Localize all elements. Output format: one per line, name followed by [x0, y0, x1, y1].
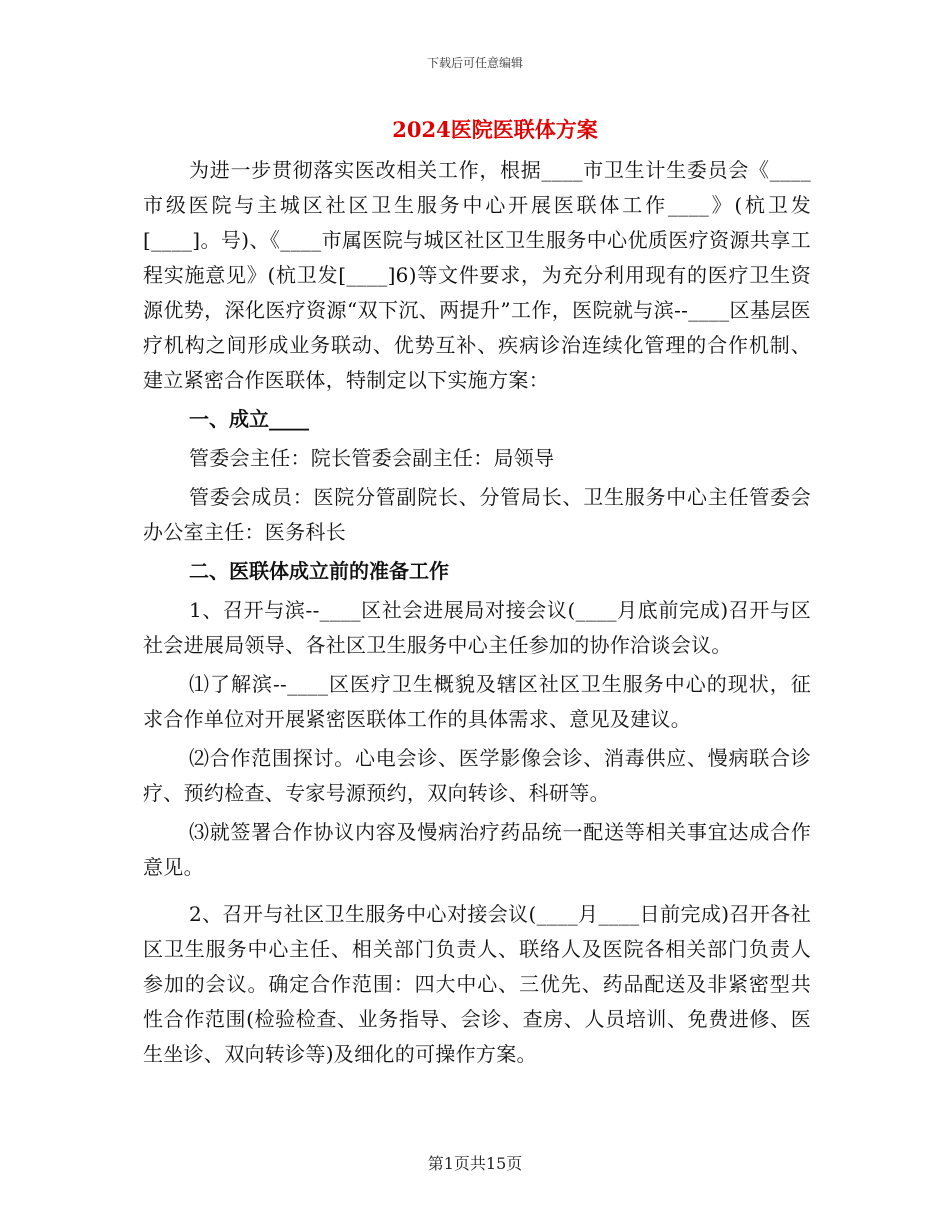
item-1-paragraph: 1、召开与滨--____区社会进展局对接会议(____月底前完成)召开与区社会进展局领导、各社区卫生服务中心主任参加的协作洽谈会议。 [143, 598, 811, 657]
page-number-footer: 第1页共15页 [427, 1154, 523, 1173]
section-heading-1: 一、成立____ [189, 407, 309, 431]
document-title: 2024医院医联体方案 [392, 117, 598, 142]
item-1-sub-3-paragraph: ⑶就签署合作协议内容及慢病治疗药品统一配送等相关事宜达成合作意见。 [143, 820, 811, 879]
item-1-sub-2-paragraph: ⑵合作范围探讨。心电会诊、医学影像会诊、消毒供应、慢病联合诊疗、预约检查、专家号源预约，双向转诊、科研等。 [143, 746, 811, 805]
intro-paragraph: 为进一步贯彻落实医改相关工作，根据____市卫生计生委员会《____市级医院与主城区社区卫生服务中心开展医联体工作____》(杭卫发[____]。号)、《____市属医院与城区社区卫生服务中心优质医疗资源共享工程实施意见》(杭卫发[____]6)等文件要求，为充分利用现有的医疗卫生资源优势，深化医疗资源“双下沉、两提升”工作，医院就与滨--____区基层医疗机构之间形成业务联动、优势互补、疾病诊治连续化管理的合作机制、建立紧密合作医联体，特制定以下实施方案： [143, 158, 811, 392]
header-note: 下载后可任意编辑 [426, 56, 523, 70]
item-2-paragraph: 2、召开与社区卫生服务中心对接会议(____月____日前完成)召开各社区卫生服务中心主任、相关部门负责人、联络人及医院各相关部门负责人参加的会议。确定合作范围：四大中心、三优先、药品配送及非紧密型共性合作范围(检验检查、业务指导、会诊、查房、人员培训、免费进修、医生坐诊、双向转诊等)及细化的可操作方案。 [143, 902, 811, 1066]
section-heading-2: 二、医联体成立前的准备工作 [189, 559, 449, 583]
committee-leaders-paragraph: 管委会主任：院长管委会副主任：局领导 [189, 446, 555, 470]
item-1-sub-1-paragraph: ⑴了解滨--____区医疗卫生概貌及辖区社区卫生服务中心的现状，征求合作单位对开展紧密医联体工作的具体需求、意见及建议。 [143, 672, 811, 731]
committee-members-paragraph: 管委会成员：医院分管副院长、分管局长、卫生服务中心主任管委会办公室主任：医务科长 [143, 485, 811, 544]
document-body [143, 153, 811, 1076]
